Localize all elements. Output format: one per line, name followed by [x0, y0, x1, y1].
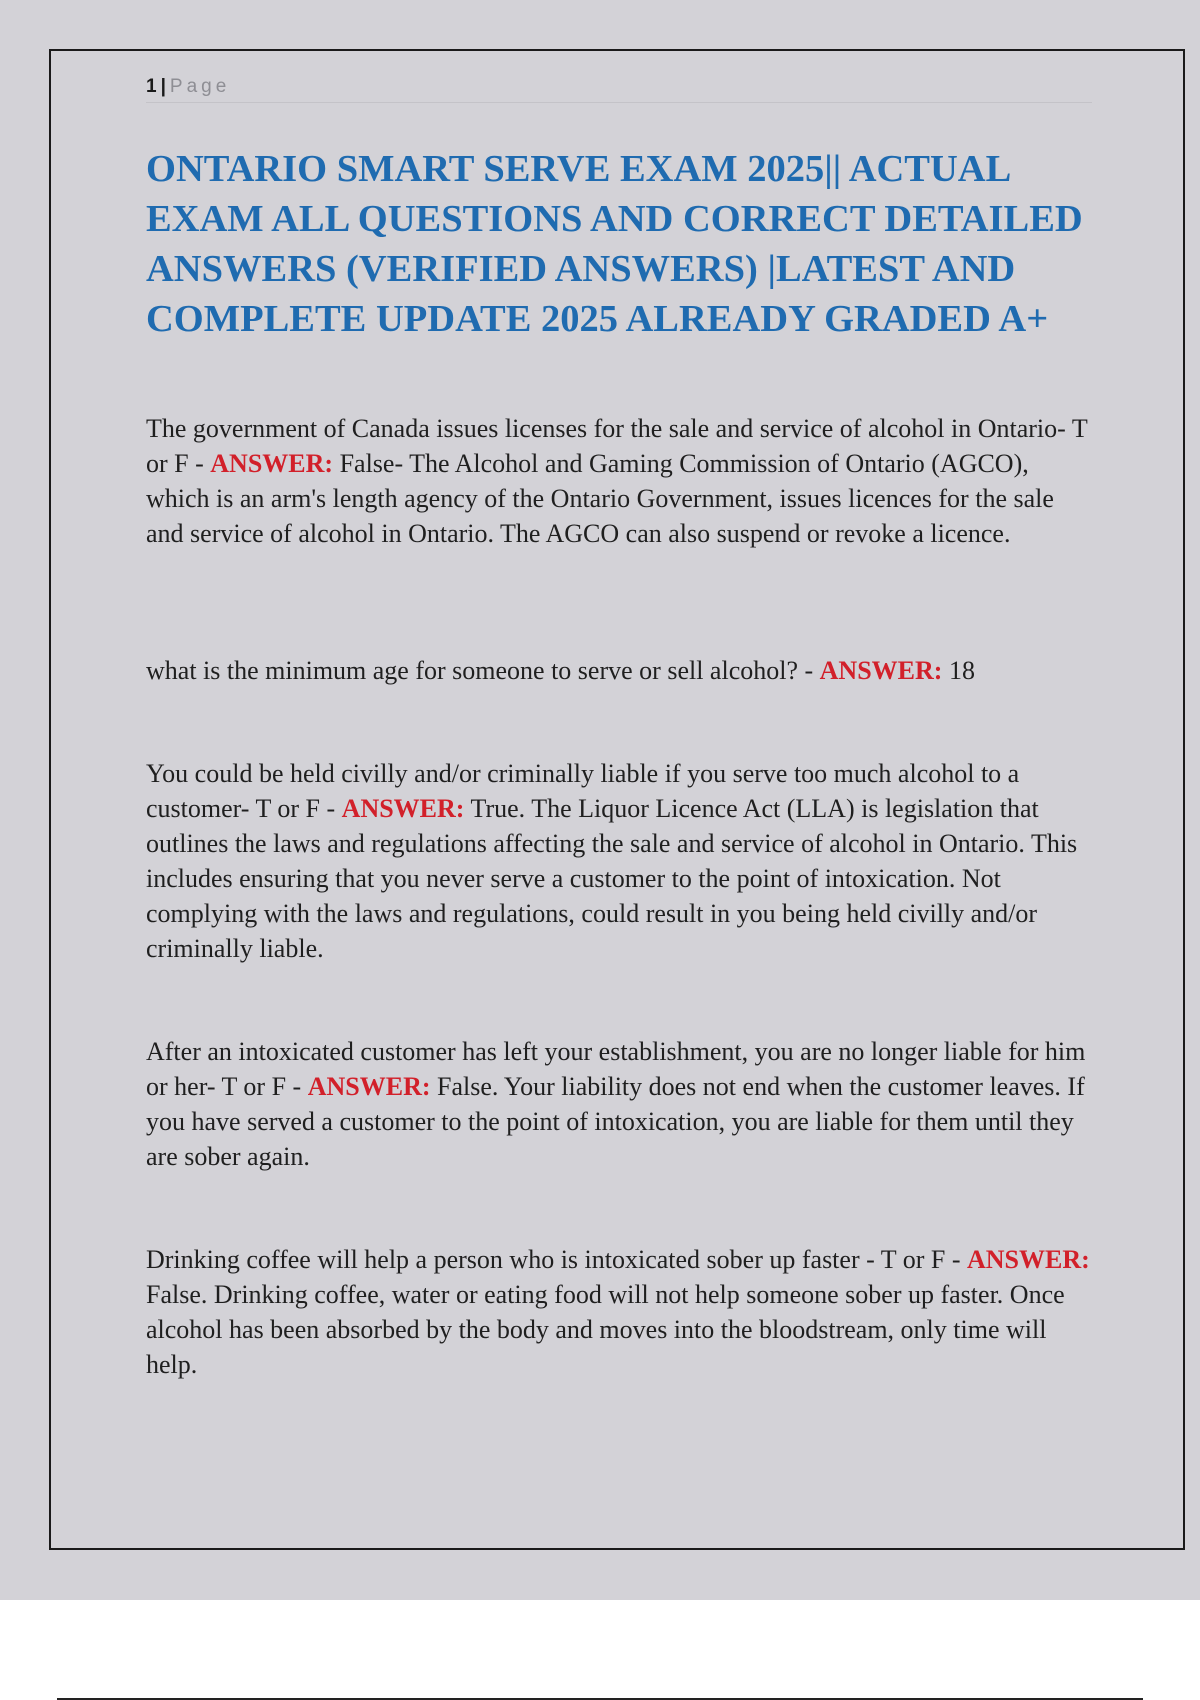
- answer-label: ANSWER:: [341, 794, 465, 823]
- answer-label: ANSWER:: [210, 449, 334, 478]
- answer-text: False- The Alcohol and Gaming Commission of Ontario (AGCO), which is an arm's length agency of the Ontario Government, issues licences for the sale and service of alcohol in Ontario. The AGCO can also suspend or revoke a licence.: [146, 449, 1054, 548]
- qa-item: [146, 1034, 1096, 1174]
- question-text: The government of Canada issues licenses for the sale and service of alcohol in Ontario- T or F -: [146, 414, 1088, 478]
- page-header: [146, 72, 1092, 103]
- qa-item: [146, 1242, 1096, 1382]
- question-text: what is the minimum age for someone to serve or sell alcohol? -: [146, 656, 820, 685]
- answer-label: ANSWER:: [966, 1245, 1090, 1274]
- answer-label: ANSWER:: [307, 1072, 431, 1101]
- qa-item: [146, 756, 1096, 966]
- answer-text: 18: [942, 656, 975, 685]
- answer-text: False. Drinking coffee, water or eating food will not help someone sober up faster. Once alcohol has been absorbed by the body and moves into the bloodstream, only time will help.: [146, 1280, 1065, 1379]
- page-number: 1: [146, 76, 157, 97]
- page-separator: |: [160, 76, 166, 97]
- question-text: Drinking coffee will help a person who is intoxicated sober up faster - T or F -: [146, 1245, 967, 1274]
- answer-text: True. The Liquor Licence Act (LLA) is legislation that outlines the laws and regulations affecting the sale and service of alcohol in Ontario. This includes ensuring that you never serve a customer to the point of intoxication. Not complying with the laws and regulations, could result in you being held civilly and/or criminally liable.: [146, 794, 1078, 963]
- question-text: You could be held civilly and/or criminally liable if you serve too much alcohol to a customer- T or F -: [146, 759, 1020, 823]
- answer-label: ANSWER:: [819, 656, 943, 685]
- qa-item: [146, 411, 1096, 551]
- document-title: ONTARIO SMART SERVE EXAM 2025|| ACTUAL EXAM ALL QUESTIONS AND CORRECT DETAILED ANSWERS (VERIFIED ANSWERS) |LATEST AND COMPLETE UPDATE 2025 ALREADY GRADED A+: [146, 148, 1083, 340]
- page-label: Page: [169, 76, 231, 97]
- question-text: After an intoxicated customer has left your establishment, you are no longer liable for him or her- T or F -: [146, 1037, 1086, 1101]
- qa-item: [146, 653, 1096, 688]
- answer-text: False. Your liability does not end when the customer leaves. If you have served a customer to the point of intoxication, you are liable for them until they are sober again.: [146, 1072, 1085, 1171]
